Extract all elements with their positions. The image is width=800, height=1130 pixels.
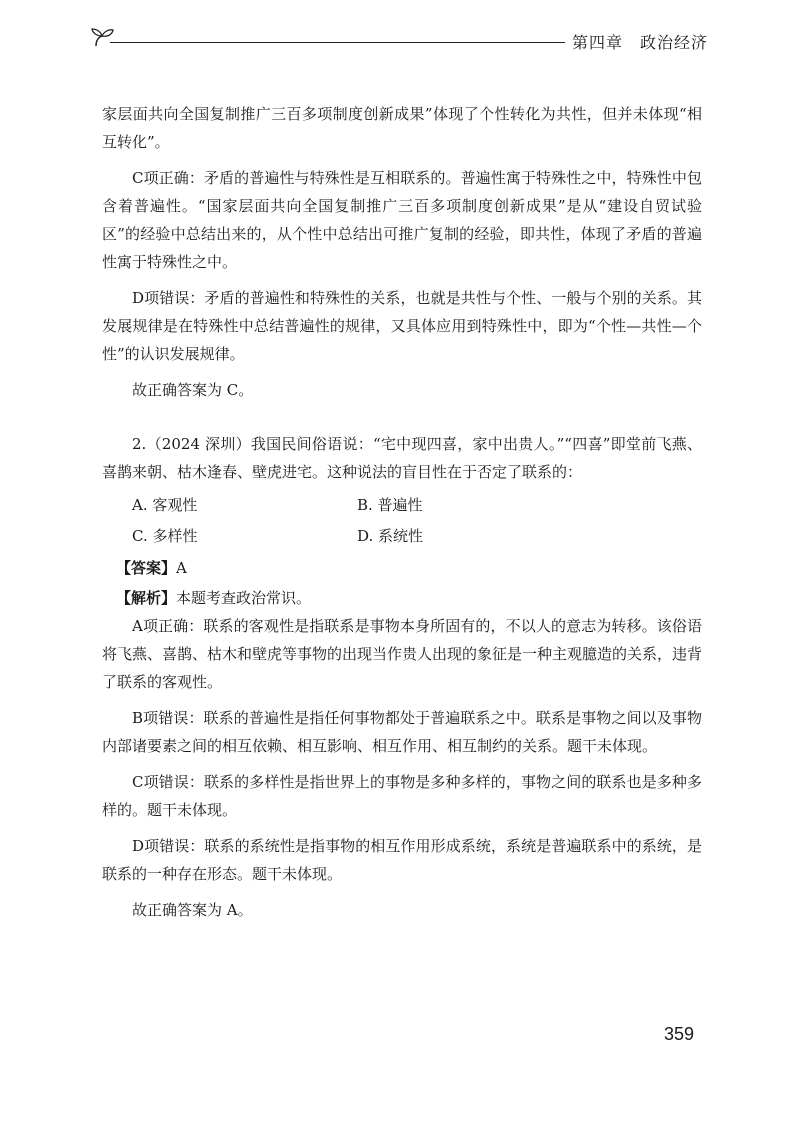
chapter-title: 第四章 政治经济 bbox=[572, 33, 709, 52]
header-rule bbox=[110, 42, 565, 43]
option-a: A. 客观性 bbox=[132, 496, 198, 514]
paragraph-option-d: D项错误：矛盾的普遍性和特殊性的关系，也就是共性与个性、一般与个别的关系。其发展规律是在特殊性中总结普遍性的规律，又具体应用到特殊性中，即为“个性—共性—个性”的认识发展规律。 bbox=[102, 289, 702, 363]
page-number: 359 bbox=[664, 1024, 695, 1044]
answer-value: A bbox=[176, 559, 187, 577]
page-body bbox=[102, 100, 702, 924]
answer-line bbox=[102, 554, 702, 582]
sprout-icon bbox=[90, 26, 116, 50]
analysis-option-c: C项错误：联系的多样性是指世界上的事物是多种多样的，事物之间的联系也是多种多样的。题干未体现。 bbox=[102, 773, 702, 819]
analysis-tag: 【解析】 bbox=[116, 589, 177, 607]
analysis-option-a: A项正确：联系的客观性是指联系是事物本身所固有的，不以人的意志为转移。该俗语将飞燕、喜鹊、枯木和壁虎等事物的出现当作贵人出现的象征是一种主观臆造的关系，违背了联系的客观性。 bbox=[102, 617, 703, 691]
question-2-options bbox=[102, 490, 702, 552]
paragraph-conclusion-1: 故正确答案为 C。 bbox=[132, 381, 254, 399]
analysis-intro: 本题考查政治常识。 bbox=[176, 589, 312, 607]
page-header bbox=[90, 26, 710, 56]
analysis-option-b: B项错误：联系的普遍性是指任何事物都处于普遍联系之中。联系是事物之间以及事物内部诸要素之间的相互依赖、相互影响、相互作用、相互制约的关系。题干未体现。 bbox=[102, 709, 702, 755]
analysis-line bbox=[102, 584, 702, 612]
paragraph-conclusion-2: 故正确答案为 A。 bbox=[132, 901, 253, 919]
paragraph-option-c: C项正确：矛盾的普遍性与特殊性是互相联系的。普遍性寓于特殊性之中，特殊性中包含着普遍性。“国家层面共向全国复制推广三百多项制度创新成果”是从“建设自贸试验区”的经验中总结出来的，从个性中总结出可推广复制的经验，即共性，体现了矛盾的普遍性寓于特殊性之中。 bbox=[102, 169, 702, 271]
question-2-stem: 2.（2024 深圳）我国民间俗语说：“宅中现四喜，家中出贵人。”“四喜”即堂前飞燕、喜鹊来朝、枯木逢春、壁虎进宅。这种说法的盲目性在于否定了联系的： bbox=[102, 435, 702, 481]
option-c: C. 多样性 bbox=[132, 527, 198, 545]
analysis-option-d: D项错误：联系的系统性是指事物的相互作用形成系统，系统是普遍联系中的系统，是联系的一种存在形态。题干未体现。 bbox=[102, 837, 702, 883]
answer-tag: 【答案】 bbox=[116, 559, 177, 577]
option-d: D. 系统性 bbox=[357, 527, 424, 545]
paragraph-continuation: 家层面共向全国复制推广三百多项制度创新成果”体现了个性转化为共性，但并未体现“相互转化”。 bbox=[102, 105, 702, 151]
option-b: B. 普遍性 bbox=[357, 496, 423, 514]
